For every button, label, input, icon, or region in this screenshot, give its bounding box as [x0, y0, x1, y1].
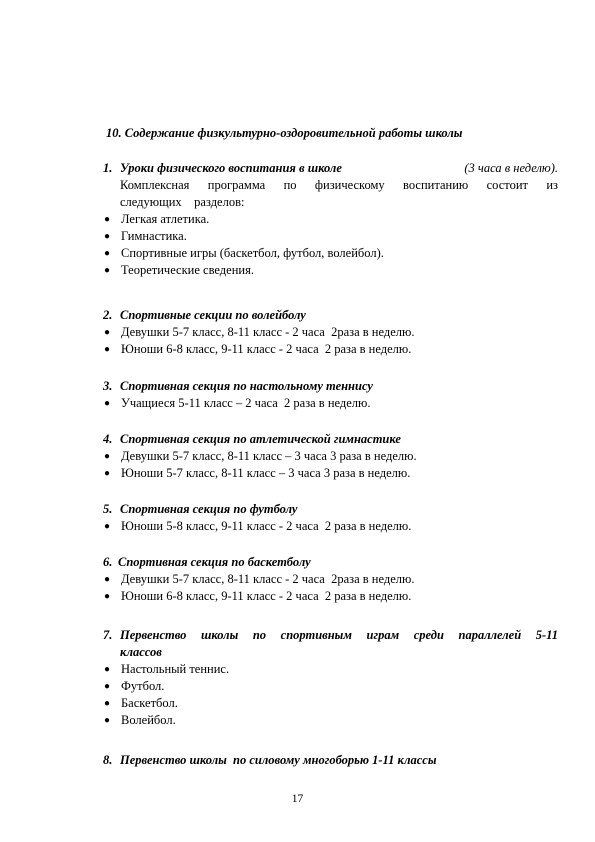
section-7-list	[103, 661, 558, 729]
bullet-icon: ●	[104, 344, 111, 355]
section-6-list	[103, 571, 558, 605]
list-item: ● Баскетбол.	[104, 696, 178, 710]
bullet-icon: ●	[104, 248, 111, 259]
section-1-description-line2: следующих разделов:	[120, 195, 245, 209]
list-item: ● Настольный теннис.	[104, 662, 230, 676]
section-5-heading-text: Спортивная секция по футболу	[120, 502, 298, 516]
section-number: 3.	[103, 379, 113, 393]
list-item: ● Девушки 5-7 класс, 8-11 класс – 3 часа 3 раза в неделю.	[104, 449, 417, 463]
section-5	[103, 501, 558, 535]
list-item: ● Теоретические сведения.	[104, 263, 254, 277]
section-number: 8.	[103, 753, 113, 767]
section-1-description-line1: Комплексная программа по физическому воспитанию состоит из	[120, 178, 558, 192]
list-item: ● Юноши 5-8 класс, 9-11 класс - 2 часа 2 раза в неделю.	[104, 519, 412, 533]
section-4-list	[103, 448, 558, 482]
list-item: ● Спортивные игры (баскетбол, футбол, волейбол).	[104, 246, 384, 260]
section-8-heading	[103, 752, 558, 769]
section-4-heading-text: Спортивная секция по атлетической гимнастике	[120, 432, 401, 446]
bullet-icon: ●	[104, 591, 111, 602]
document-title: 10. Содержание физкультурно-оздоровительной работы школы	[106, 126, 463, 140]
bullet-icon: ●	[104, 231, 111, 242]
bullet-icon: ●	[104, 214, 111, 225]
list-item: ● Учащиеся 5-11 класс – 2 часа 2 раза в неделю.	[104, 396, 371, 410]
list-item: ● Девушки 5-7 класс, 8-11 класс - 2 часа 2раза в неделю.	[104, 325, 415, 339]
bullet-icon: ●	[104, 468, 111, 479]
section-number: 7.	[103, 628, 113, 642]
section-5-list	[103, 518, 558, 535]
section-number: 6.	[103, 555, 113, 569]
section-6-heading-text: Спортивная секция по баскетболу	[118, 555, 311, 569]
bullet-icon: ●	[104, 451, 111, 462]
section-8-heading-text: Первенство школы по силовому многоборью 1-11 классы	[120, 753, 437, 767]
section-2	[103, 307, 558, 358]
bullet-icon: ●	[104, 327, 111, 338]
bullet-icon: ●	[104, 265, 111, 276]
section-3	[103, 378, 558, 412]
section-1-heading	[103, 160, 558, 177]
section-2-heading	[103, 307, 558, 324]
section-4	[103, 431, 558, 482]
list-item: ● Юноши 5-7 класс, 8-11 класс – 3 часа 3 раза в неделю.	[104, 466, 411, 480]
list-item: ● Юноши 6-8 класс, 9-11 класс - 2 часа 2 раза в неделю.	[104, 589, 412, 603]
section-8	[103, 752, 558, 769]
section-1-heading-text: Уроки физического воспитания в школе	[120, 161, 342, 175]
list-item: ● Легкая атлетика.	[104, 212, 210, 226]
section-number: 1.	[103, 161, 113, 175]
page-number: 17	[291, 793, 304, 805]
section-3-heading-text: Спортивная секция по настольному теннису	[120, 379, 373, 393]
section-3-heading	[103, 378, 558, 395]
section-7	[103, 627, 558, 729]
list-item: ● Девушки 5-7 класс, 8-11 класс - 2 часа 2раза в неделю.	[104, 572, 415, 586]
section-number: 5.	[103, 502, 113, 516]
bullet-icon: ●	[104, 681, 111, 692]
bullet-icon: ●	[104, 574, 111, 585]
section-7-heading	[103, 627, 558, 644]
list-item: ● Волейбол.	[104, 713, 176, 727]
bullet-icon: ●	[104, 715, 111, 726]
section-1	[103, 160, 558, 279]
section-6-heading	[103, 554, 558, 571]
section-1-hours: (3 часа в неделю).	[464, 161, 558, 175]
bullet-icon: ●	[104, 398, 111, 409]
section-7-heading-line1: Первенство школы по спортивным играм среди параллелей 5-11	[120, 628, 558, 642]
section-1-list	[103, 211, 558, 279]
list-item: ● Гимнастика.	[104, 229, 187, 243]
bullet-icon: ●	[104, 664, 111, 675]
section-6	[103, 554, 558, 605]
section-number: 4.	[103, 432, 113, 446]
section-4-heading	[103, 431, 558, 448]
section-5-heading	[103, 501, 558, 518]
bullet-icon: ●	[104, 521, 111, 532]
list-item: ● Юноши 6-8 класс, 9-11 класс - 2 часа 2 раза в неделю.	[104, 342, 412, 356]
section-3-list	[103, 395, 558, 412]
section-number: 2.	[103, 308, 113, 322]
section-2-list	[103, 324, 558, 358]
section-2-heading-text: Спортивные секции по волейболу	[120, 308, 306, 322]
bullet-icon: ●	[104, 698, 111, 709]
list-item: ● Футбол.	[104, 679, 165, 693]
section-7-heading-line2: классов	[120, 645, 162, 659]
